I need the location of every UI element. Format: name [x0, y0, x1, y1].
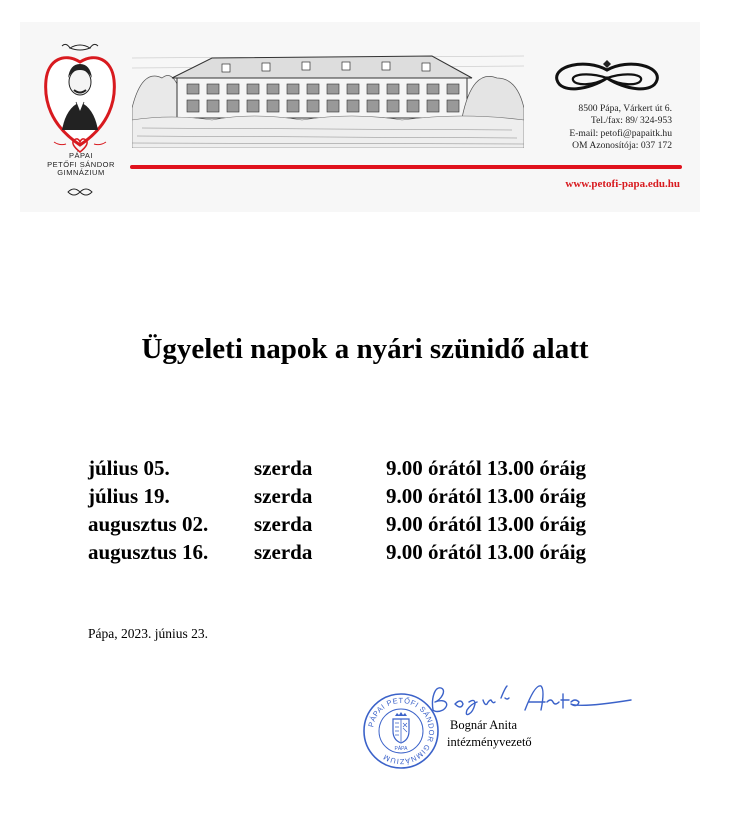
- schedule-day: szerda: [254, 484, 313, 508]
- schedule-time: 9.00 órától 13.00 óráig: [386, 484, 587, 508]
- svg-text:PÁPAI PETŐFI SÁNDOR GIMNÁZIUM: PÁPAI PETŐFI SÁNDOR GIMNÁZIUM: [366, 695, 437, 767]
- schedule-date: július 19.: [88, 484, 170, 508]
- schedule-date: július 05.: [88, 456, 170, 480]
- page-title: Ügyeleti napok a nyári szünidő alatt: [141, 333, 589, 365]
- schedule-time: 9.00 órától 13.00 óráig: [386, 512, 587, 536]
- school-name-line: PETŐFI SÁNDOR: [47, 159, 115, 169]
- website-link[interactable]: www.petofi-papa.edu.hu: [565, 178, 680, 190]
- schedule-day: szerda: [254, 540, 313, 564]
- ornament-icon: [545, 56, 670, 98]
- contact-info: [530, 103, 672, 153]
- phone-text: Tel./fax: 89/ 324-953: [590, 115, 672, 127]
- schedule-date: augusztus 16.: [88, 540, 209, 564]
- school-name: [38, 152, 124, 178]
- building-drawing: [132, 48, 524, 148]
- school-name-line: GIMNÁZIUM: [57, 168, 105, 177]
- signer-name: Bognár Anita: [450, 718, 518, 732]
- email-text: E-mail: petofi@papaitk.hu: [569, 127, 672, 139]
- schedule-day: szerda: [254, 512, 313, 536]
- header-divider: [130, 165, 682, 169]
- schedule-time: 9.00 órától 13.00 óráig: [386, 540, 587, 564]
- om-id-text: OM Azonosítója: 037 172: [572, 140, 672, 152]
- address-text: 8500 Pápa, Várkert út 6.: [578, 103, 672, 114]
- signer-title: intézményvezető: [447, 735, 532, 749]
- school-name-line: PÁPAI: [68, 151, 94, 160]
- handwritten-signature: [425, 680, 640, 720]
- coat-of-arms-icon: [393, 712, 409, 743]
- place-date: Pápa, 2023. június 23.: [88, 626, 208, 641]
- schedule-date: augusztus 02.: [88, 512, 209, 536]
- schedule-time: 9.00 órától 13.00 óráig: [386, 456, 587, 480]
- schedule-day: szerda: [254, 456, 313, 480]
- svg-text:PÁPA: PÁPA: [394, 746, 408, 752]
